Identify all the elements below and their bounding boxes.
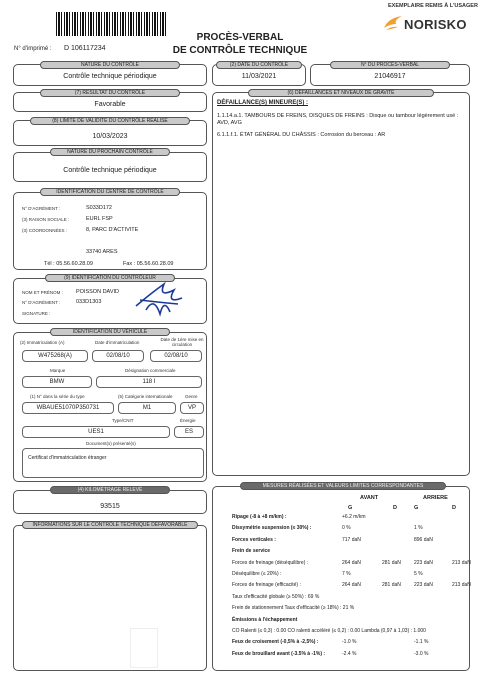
vin-value: WBAUE51070P350731 xyxy=(22,402,114,414)
mesure-label: Ripage (-8 à +8 m/km) : xyxy=(232,514,287,520)
title-line2: DE CONTRÔLE TECHNIQUE xyxy=(172,45,308,56)
mesures-g2: G xyxy=(414,505,419,511)
defaillance-item: 1.1.14.a.1. TAMBOURS DE FREINS, DISQUES DE FREINS : Disque ou tambour légèrement usé : AVD, AVG xyxy=(217,113,459,126)
mesure-row xyxy=(232,605,472,612)
norisko-bird-icon xyxy=(382,14,404,34)
mesure-label: Déséquilibre (≤ 20%) : xyxy=(232,571,282,577)
controleur-nom-label: NOM ET PRÉNOM : xyxy=(22,290,63,295)
date-value: 11/03/2021 xyxy=(241,73,277,80)
mesure-value: 0 % xyxy=(342,525,351,532)
pv-header: N° DU PROCÈS-VERBAL xyxy=(330,61,450,69)
serie-value: 02/08/10 xyxy=(150,350,202,362)
mesures-d2: D xyxy=(452,505,456,511)
immat-label: (2) Immatriculation (A) xyxy=(20,340,65,345)
vehicule-header: IDENTIFICATION DU VÉHICULE xyxy=(50,328,170,336)
genre-value: VP xyxy=(180,402,204,414)
energie-label: Énergie xyxy=(180,418,196,423)
type-value: UES1 xyxy=(22,426,170,438)
centre-agrement-label: N° D'AGRÉMENT : xyxy=(22,206,61,211)
genre-label: Genre xyxy=(185,394,198,399)
norisko-logo xyxy=(382,14,478,34)
categorie-value: M1 xyxy=(118,402,176,414)
controleur-agrement: 033D1303 xyxy=(76,299,102,305)
imprime-value: D 106117234 xyxy=(64,45,106,52)
prochain-value: Contrôle technique périodique xyxy=(63,167,157,174)
mesure-value: 213 daN xyxy=(452,582,471,589)
controleur-agrement-label: N° D'AGRÉMENT : xyxy=(22,300,61,305)
mesure-label: Taux d'efficacité globale (≥ 50%) : 69 % xyxy=(232,593,320,600)
controleur-header: (9) IDENTIFICATION DU CONTRÔLEUR xyxy=(45,274,175,282)
mesure-value: 7 % xyxy=(342,571,351,577)
mesure-row xyxy=(232,560,472,567)
date-header: (2) DATE DU CONTRÔLE xyxy=(216,61,302,69)
resultat-value: Favorable xyxy=(94,101,126,108)
mesure-value: 264 daN xyxy=(342,559,361,566)
categorie-label: (5) Catégorie internationale xyxy=(118,394,173,399)
mesure-value: 896 daN xyxy=(414,536,433,543)
mesures-d1: D xyxy=(393,505,397,511)
mesure-value: +6.2 m/km xyxy=(342,514,366,520)
exemplaire-label: EXEMPLAIRE REMIS À L'USAGER xyxy=(388,3,478,9)
mesure-row xyxy=(232,537,472,544)
limite-header: (8) LIMITE DE VALIDITÉ DU CONTRÔLE RÉALISÉ xyxy=(30,117,190,125)
defaillance-item: 6.1.1.f.1. ÉTAT GÉNÉRAL DU CHÂSSIS : Corrosion du berceau : AR xyxy=(217,132,386,138)
centre-header: IDENTIFICATION DU CENTRE DE CONTRÔLE xyxy=(40,188,180,196)
defaillances-title: DÉFAILLANCE(S) MINEURE(S) : xyxy=(217,100,308,106)
docs-label: Document(s) présenté(s) xyxy=(86,441,136,446)
prochain-header: NATURE DU PROCHAIN CONTRÔLE xyxy=(50,148,170,156)
mesures-arriere-label: ARRIERE xyxy=(423,495,448,501)
mesure-value: -1.0 % xyxy=(342,639,357,646)
mesure-label: Émissions à l'échappement xyxy=(232,616,298,623)
centre-raison-label: (3) RAISON SOCIALE : xyxy=(22,217,70,222)
infos-header: INFORMATIONS SUR LE CONTRÔLE TECHNIQUE DÉFAVORABLE xyxy=(22,521,198,529)
mesure-label: Frein de stationnement Taux d'efficacité (≥ 18%) : 21 % xyxy=(232,605,355,612)
infos-box xyxy=(13,525,207,671)
mesure-label: Forces de freinage (déséquilibre) : xyxy=(232,559,309,566)
controleur-nom: POISSON DAVID xyxy=(76,289,119,295)
nature-value: Contrôle technique périodique xyxy=(63,73,157,80)
mesure-row xyxy=(232,594,472,601)
designation-value: 118 I xyxy=(96,376,202,388)
mesure-value: -2.4 % xyxy=(342,650,357,657)
mesure-row xyxy=(232,651,472,658)
mesure-value: 5 % xyxy=(414,571,423,577)
mesure-value: 717 daN xyxy=(342,536,361,543)
mesure-row xyxy=(232,514,472,521)
mesure-label: Dissymétrie suspension (≤ 30%) : xyxy=(232,525,312,532)
centre-agrement: S033D172 xyxy=(86,205,112,211)
docs-box xyxy=(22,448,204,478)
mesure-row xyxy=(232,548,472,555)
type-label: Type/CNIT xyxy=(112,418,134,423)
energie-value: ES xyxy=(174,426,204,438)
mesure-value: 264 daN xyxy=(342,582,361,589)
mesures-avant-label: AVANT xyxy=(360,495,379,501)
vin-label: (1) N° dans la série du type xyxy=(30,394,85,399)
marque-value: BMW xyxy=(22,376,92,388)
premiere-value: 02/08/10 xyxy=(92,350,144,362)
mesure-label: Forces de freinage (efficacité) : xyxy=(232,582,301,589)
centre-adresse2: 33740 ARES xyxy=(86,249,118,255)
nature-header: NATURE DU CONTRÔLE xyxy=(40,61,180,69)
mesure-label: Frein de service xyxy=(232,548,271,555)
defaillances-header: (6) DÉFAILLANCES ET NIVEAUX DE GRAVITÉ xyxy=(248,89,434,97)
km-value: 93515 xyxy=(100,503,120,510)
km-header: (4) KILOMÉTRAGE RELEVÉ xyxy=(50,486,170,494)
centre-coord-label: (3) COORDONNÉES : xyxy=(22,228,68,233)
serie-label: Date de 1ère mise en circulation xyxy=(160,337,204,347)
mesure-label: Feux de croisement (-0,5% à -2,5%) : xyxy=(232,639,319,646)
mesure-value: 281 daN xyxy=(382,582,401,589)
resultat-header: (7) RÉSULTAT DU CONTRÔLE xyxy=(40,89,180,97)
mesure-row xyxy=(232,617,472,624)
mesure-label: Feux de brouillard avant (-3.5% à -1%) : xyxy=(232,650,326,657)
mesure-row xyxy=(232,571,472,578)
title-line1: PROCÈS-VERBAL xyxy=(196,32,284,43)
docs-value: Certificat d'immatriculation étranger xyxy=(28,455,107,461)
mesures-g1: G xyxy=(348,505,353,511)
signature-image xyxy=(130,276,190,322)
imprime-label: N° d'imprimé : xyxy=(14,46,52,52)
immat-value: W475268(A) xyxy=(22,350,88,362)
bottom-right-blank xyxy=(130,628,158,668)
mesures-header: MESURES RÉALISÉES ET VALEURS LIMITES CORRESPONDANTES xyxy=(240,482,446,490)
mesure-value: 281 daN xyxy=(382,559,401,566)
controleur-signature-label: SIGNATURE : xyxy=(22,311,51,316)
barcode xyxy=(56,12,166,36)
limite-value: 10/03/2023 xyxy=(92,133,128,140)
designation-label: Désignation commerciale xyxy=(125,368,176,373)
mesure-label: CO Ralenti (≤ 0,3) : 0.00 CO ralenti accéléré (≤ 0,2) : 0.00 Lambda (0,97 à 1,03) : 1.000 xyxy=(232,628,426,634)
mesure-value: 223 daN xyxy=(414,582,433,589)
defaillances-box xyxy=(212,92,470,476)
centre-raison: EURL FSP xyxy=(86,216,113,222)
brand-name: NORISKO xyxy=(404,17,467,32)
pv-value: 21046917 xyxy=(374,73,406,80)
centre-adresse1: 8, PARC D'ACTIVITE xyxy=(86,227,139,233)
mesure-value: 1 % xyxy=(414,525,423,532)
centre-tel: Tél : 05.56.60.28.09 xyxy=(44,261,93,267)
premiere-label: Date d'immatriculation xyxy=(95,340,140,345)
mesure-label: Forces verticales : xyxy=(232,536,276,543)
mesure-value: 213 daN xyxy=(452,559,471,566)
mesure-row xyxy=(232,628,472,635)
centre-fax: Fax : 05.56.60.28.09 xyxy=(123,261,174,267)
mesure-value: -1.1 % xyxy=(414,639,429,646)
mesure-row xyxy=(232,525,472,532)
mesure-row xyxy=(232,582,472,589)
mesure-value: -3.0 % xyxy=(414,650,429,657)
mesure-value: 223 daN xyxy=(414,559,433,566)
marque-label: Marque xyxy=(50,368,66,373)
mesure-row xyxy=(232,639,472,646)
